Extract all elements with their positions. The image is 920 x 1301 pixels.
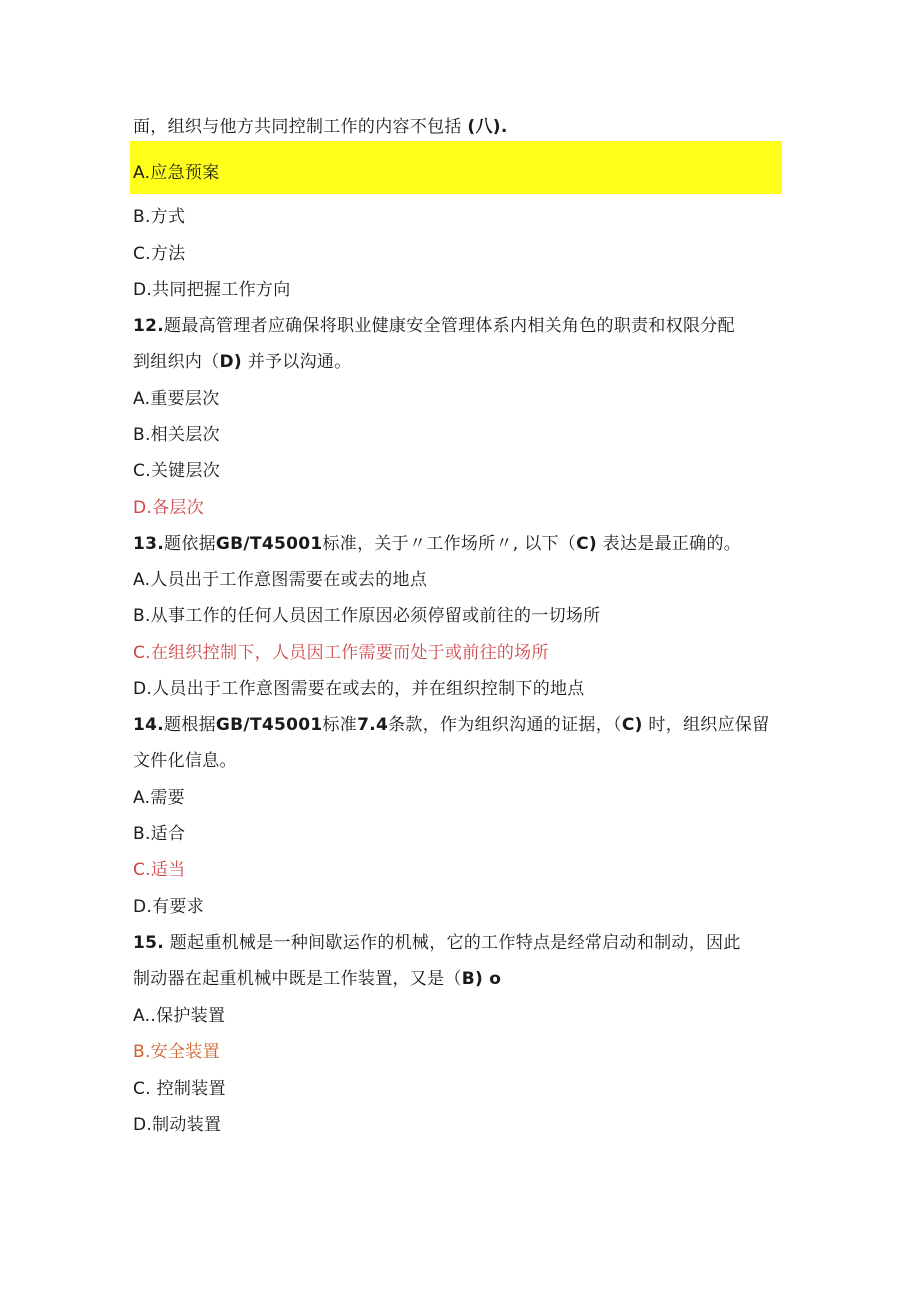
q13-number: 13. — [133, 534, 165, 554]
q12-answer: D) — [219, 352, 242, 372]
q13-option-c-correct: C.在组织控制下，人员因工作需要而处于或前往的场所 — [133, 643, 549, 663]
q14-stem-line2: 文件化信息。 — [133, 751, 237, 771]
q12-option-b: B.相关层次 — [133, 425, 220, 445]
q13-stem: 13.题依据GB/T45001标准，关于〃工作场所〃, 以下（C) 表达是最正确的。 — [133, 534, 742, 554]
q12-number: 12. — [133, 316, 165, 336]
q14-option-a: A.需要 — [133, 788, 185, 808]
q13-option-b: B.从事工作的任何人员因工作原因必须停留或前往的一切场所 — [133, 606, 601, 626]
q12-option-d-correct: D.各层次 — [133, 498, 204, 518]
q14-option-d: D.有要求 — [133, 897, 204, 917]
q14-standard: GB/T45001 — [215, 715, 323, 735]
q15-option-b-correct: B.安全装置 — [133, 1042, 220, 1062]
q13-option-a: A.人员出于工作意图需要在或去的地点 — [133, 570, 428, 590]
q15-option-d: D.制动装置 — [133, 1115, 222, 1135]
q11-option-c: C.方法 — [133, 244, 186, 264]
q14-option-c-correct: C.适当 — [133, 860, 186, 880]
q14-number: 14. — [133, 715, 165, 735]
q15-stem-line1: 15. 题起重机械是一种间歇运作的机械，它的工作特点是经常启动和制动，因此 — [133, 933, 741, 953]
q11-stem-end: 面，组织与他方共同控制工作的内容不包括 (八). — [133, 117, 508, 137]
q15-answer: B) o — [461, 969, 502, 989]
q14-answer: C) — [621, 715, 643, 735]
q15-stem-line2: 制动器在起重机械中既是工作装置，又是（B) o — [133, 969, 502, 989]
q14-stem-line1: 14.题根据GB/T45001标准7.4条款，作为组织沟通的证据，（C) 时，组织应保留 — [133, 715, 770, 735]
q12-option-c: C.关键层次 — [133, 461, 221, 481]
q13-answer: C) — [576, 534, 597, 554]
answer-highlight — [130, 141, 782, 194]
q12-stem-line2: 到组织内（D) 并予以沟通。 — [133, 352, 352, 372]
q12-option-a: A.重要层次 — [133, 389, 220, 409]
q12-stem-line1: 12.题最高管理者应确保将职业健康安全管理体系内相关角色的职责和权限分配 — [133, 316, 735, 336]
q11-option-a: A.应急预案 — [133, 163, 220, 183]
q15-option-a: A..保护装置 — [133, 1006, 226, 1026]
q15-number: 15. — [133, 933, 165, 953]
q11-option-d: D.共同把握工作方向 — [133, 280, 291, 300]
q15-option-c: C. 控制装置 — [133, 1079, 226, 1099]
q14-option-b: B.适合 — [133, 824, 186, 844]
q13-option-d: D.人员出于工作意图需要在或去的，并在组织控制下的地点 — [133, 679, 585, 699]
q11-option-b: B.方式 — [133, 207, 186, 227]
q13-standard: GB/T45001 — [215, 534, 323, 554]
q11-answer: (八). — [467, 117, 508, 137]
q14-clause: 7.4 — [357, 715, 389, 735]
